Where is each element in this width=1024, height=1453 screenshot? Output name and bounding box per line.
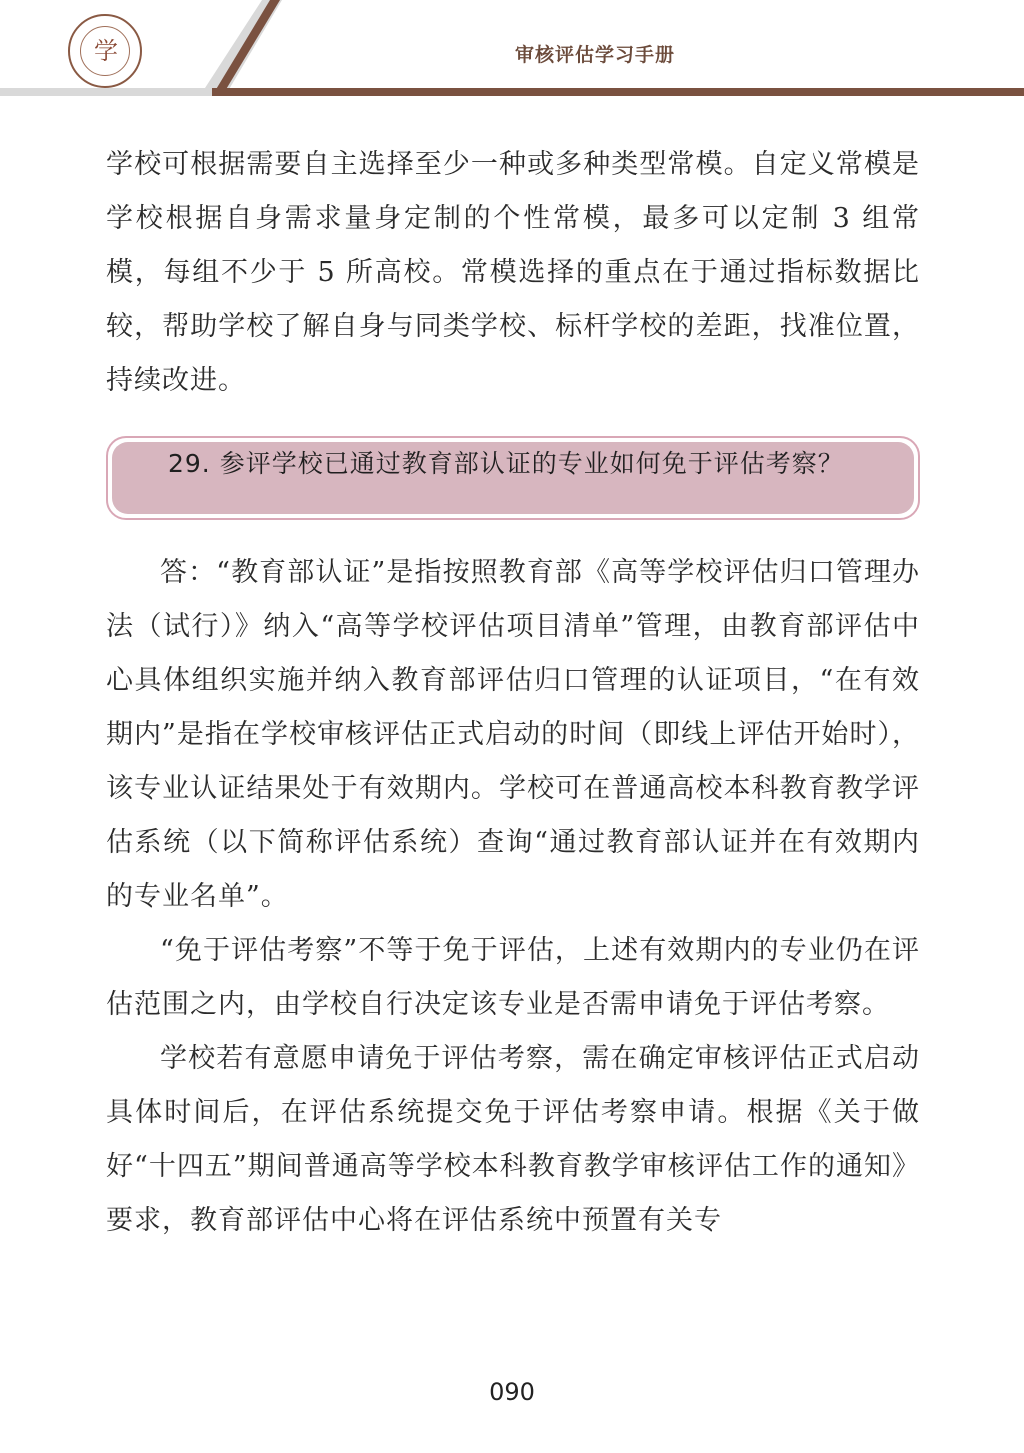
page-content	[106, 138, 920, 1248]
page-header	[0, 0, 1024, 100]
header-title: 审核评估学习手册	[514, 44, 675, 66]
school-logo	[68, 14, 142, 88]
answer-paragraph-3: 学校若有意愿申请免于评估考察，需在确定审核评估正式启动具体时间后，在评估系统提交免于评估考察申请。根据《关于做好“十四五”期间普通高等学校本科教育教学审核评估工作的通知》要求，教育部评估中心将在评估系统中预置有关专	[106, 1043, 920, 1236]
answer-paragraph-2: “免于评估考察”不等于免于评估，上述有效期内的专业仍在评估范围之内，由学校自行决定该专业是否需申请免于评估考察。	[106, 935, 920, 1020]
question-box	[106, 436, 920, 520]
page-number: 090	[489, 1378, 535, 1406]
question-heading: 29. 参评学校已通过教育部认证的专业如何免于评估考察？	[112, 442, 914, 514]
logo-emblem-icon: 学	[94, 37, 118, 65]
answer-paragraph-1: 答：“教育部认证”是指按照教育部《高等学校评估归口管理办法（试行）》纳入“高等学校评估项目清单”管理，由教育部评估中心具体组织实施并纳入教育部评估归口管理的认证项目，“在有效期内”是指在学校审核评估正式启动的时间（即线上评估开始时），该专业认证结果处于有效期内。学校可在普通高校本科教育教学评估系统（以下简称评估系统）查询“通过教育部认证并在有效期内的专业名单”。	[106, 557, 920, 912]
paragraph-norm-selection: 学校可根据需要自主选择至少一种或多种类型常模。自定义常模是学校根据自身需求量身定制的个性常模，最多可以定制 3 组常模，每组不少于 5 所高校。常模选择的重点在于通过指标数据比较，帮助学校了解自身与同类学校、标杆学校的差距，找准位置，持续改进。	[106, 149, 920, 396]
